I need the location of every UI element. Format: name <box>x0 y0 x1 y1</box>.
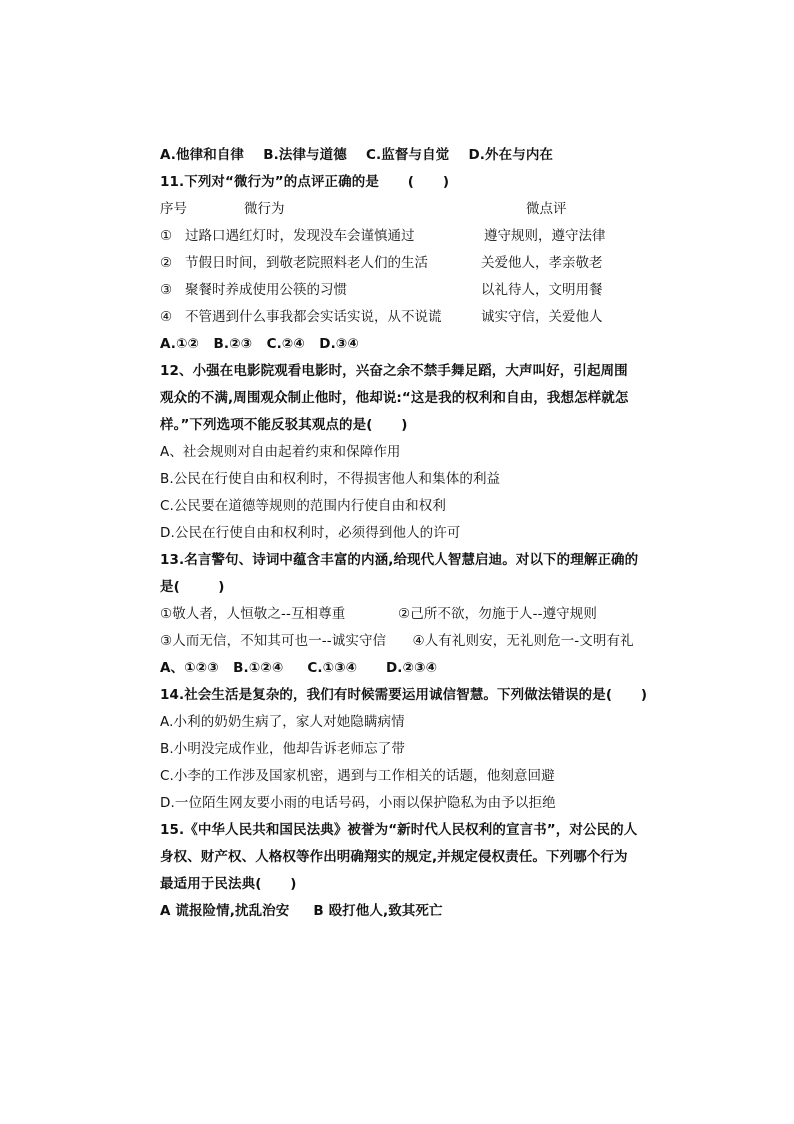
q14-option: B.小明没完成作业，他却告诉老师忘了带 <box>160 741 405 757</box>
q11-header-index: 序号 <box>160 201 187 217</box>
q12-option: C.公民要在道德等规则的范围内行使自由和权利 <box>160 498 446 514</box>
q11-header-comment: 微点评 <box>526 201 567 217</box>
q13-item: ③人而无信，不知其可也一--诚实守信 ④人有礼则安，无礼则危一-文明有礼 <box>160 633 634 649</box>
q12-option: D.公民在行使自由和权利时，必须得到他人的许可 <box>160 525 461 541</box>
q11-row-behavior: ③ 聚餐时养成使用公筷的习惯 <box>160 282 347 298</box>
q11-header-behavior: 微行为 <box>244 201 285 217</box>
q11-row-behavior: ② 节假日时间，到敬老院照料老人们的生活 <box>160 255 428 271</box>
q14-option: A.小利的奶奶生病了，家人对她隐瞒病情 <box>160 714 405 730</box>
q12-stem: 12、小强在电影院观看电影时，兴奋之余不禁手舞足蹈，大声叫好，引起周围 <box>160 363 628 379</box>
q11-stem: 11.下列对“微行为”的点评正确的是 ( ) <box>160 174 450 190</box>
q12-stem: 观众的不满,周围观众制止他时，他却说:“这是我的权利和自由，我想怎样就怎 <box>160 390 629 406</box>
q15-options: A 谎报险情,扰乱治安 B 殴打他人,致其死亡 <box>160 903 443 919</box>
q13-options: A、①②③ B.①②④ C.①③④ D.②③④ <box>160 660 438 676</box>
q11-row-behavior: ① 过路口遇红灯时，发现没车会谨慎通过 <box>160 228 415 244</box>
q15-stem: 身权、财产权、人格权等作出明确翔实的规定,并规定侵权责任。下列哪个行为 <box>160 849 628 865</box>
q14-stem: 14.社会生活是复杂的，我们有时候需要运用诚信智慧。下列做法错误的是( ) <box>160 687 648 703</box>
q14-option: C.小李的工作涉及国家机密，遇到与工作相关的话题，他刻意回避 <box>160 768 555 784</box>
q13-stem: 13.名言警句、诗词中蕴含丰富的内涵,给现代人智慧启迪。对以下的理解正确的 <box>160 552 639 568</box>
q15-stem: 最适用于民法典( ) <box>160 876 297 892</box>
q14-option: D.一位陌生网友要小雨的电话号码，小雨以保护隐私为由予以拒绝 <box>160 795 556 811</box>
q12-stem: 样。”下列选项不能反驳其观点的是( ) <box>160 417 408 433</box>
q13-stem: 是( ) <box>160 579 225 595</box>
q12-option: B.公民在行使自由和权利时，不得损害他人和集体的利益 <box>160 471 501 487</box>
q13-item: ①敬人者，人恒敬之--互相尊重 ②己所不欲，勿施于人--遵守规则 <box>160 606 597 622</box>
q11-row-comment: 关爱他人，孝亲敬老 <box>481 255 603 271</box>
q11-options: A.①② B.②③ C.②④ D.③④ <box>160 336 359 352</box>
q11-row-comment: 以礼待人，文明用餐 <box>481 282 603 298</box>
q11-row-comment: 遵守规则，遵守法律 <box>484 228 606 244</box>
q10-options: A.他律和自律 B.法律与道德 C.监督与自觉 D.外在与内在 <box>160 147 554 163</box>
q15-stem: 15.《中华人民共和国民法典》被誉为“新时代人民权利的宣言书”，对公民的人 <box>160 822 638 838</box>
q11-row-behavior: ④ 不管遇到什么事我都会实话实说，从不说谎 <box>160 309 442 325</box>
q12-option: A、社会规则对自由起着约束和保障作用 <box>160 444 401 460</box>
q11-row-comment: 诚实守信，关爱他人 <box>481 309 603 325</box>
